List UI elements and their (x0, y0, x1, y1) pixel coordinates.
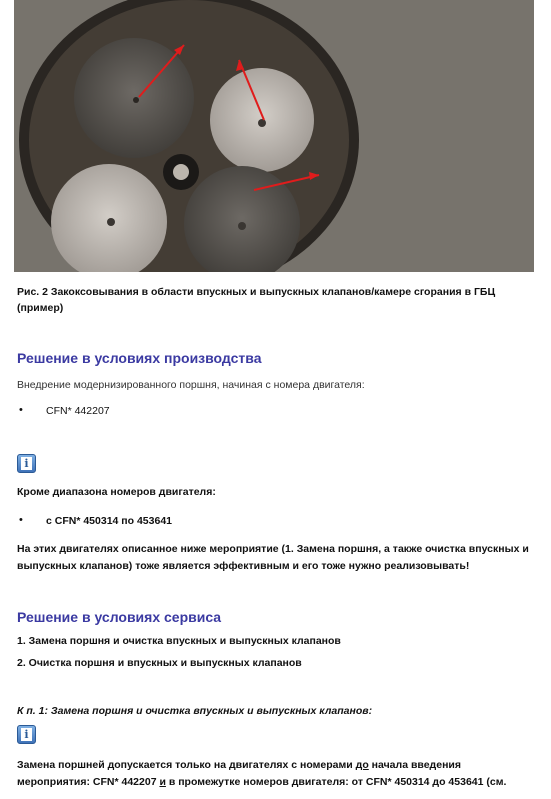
production-intro: Внедрение модернизированного поршня, начиная с номера двигателя: (17, 379, 365, 391)
production-solution-heading: Решение в условиях производства (17, 350, 262, 366)
point1-text: Замена поршней допускается только на двигателях с номерами до начала введения мероприятия: CFN* 442207 и в промежутке номеров двигателя: от CFN* 450314 до 453641 (см. (17, 759, 507, 788)
exception-title: Кроме диапазона номеров двигателя: (17, 486, 216, 498)
combustion-chamber-illustration (14, 0, 534, 272)
exception-text: На этих двигателях описанное ниже мероприятие (1. Замена поршня, а также очистка впускных и выпускных клапанов) тоже является эффективным и его тоже нужно реализовывать! (17, 543, 529, 572)
point1-title: К п. 1: Замена поршня и очистка впускных и выпускных клапанов: (17, 705, 373, 717)
service-solution-heading: Решение в условиях сервиса (17, 609, 222, 625)
info-icon: i (17, 725, 36, 744)
figure-caption: Рис. 2 Закоксовывания в области впускных и выпускных клапанов/камере сгорания в ГБЦ (пример) (17, 286, 496, 314)
bullet-dot: • (19, 514, 23, 526)
service-item-1: 1. Замена поршня и очистка впускных и выпускных клапанов (17, 635, 341, 647)
cylinder-head-photo (14, 0, 534, 272)
exception-range: с CFN* 450314 по 453641 (46, 515, 173, 527)
bullet-dot: • (19, 404, 23, 416)
info-icon: i (17, 454, 36, 473)
production-engine-number: CFN* 442207 (46, 405, 110, 417)
service-item-2: 2. Очистка поршня и впускных и выпускных клапанов (17, 657, 302, 669)
